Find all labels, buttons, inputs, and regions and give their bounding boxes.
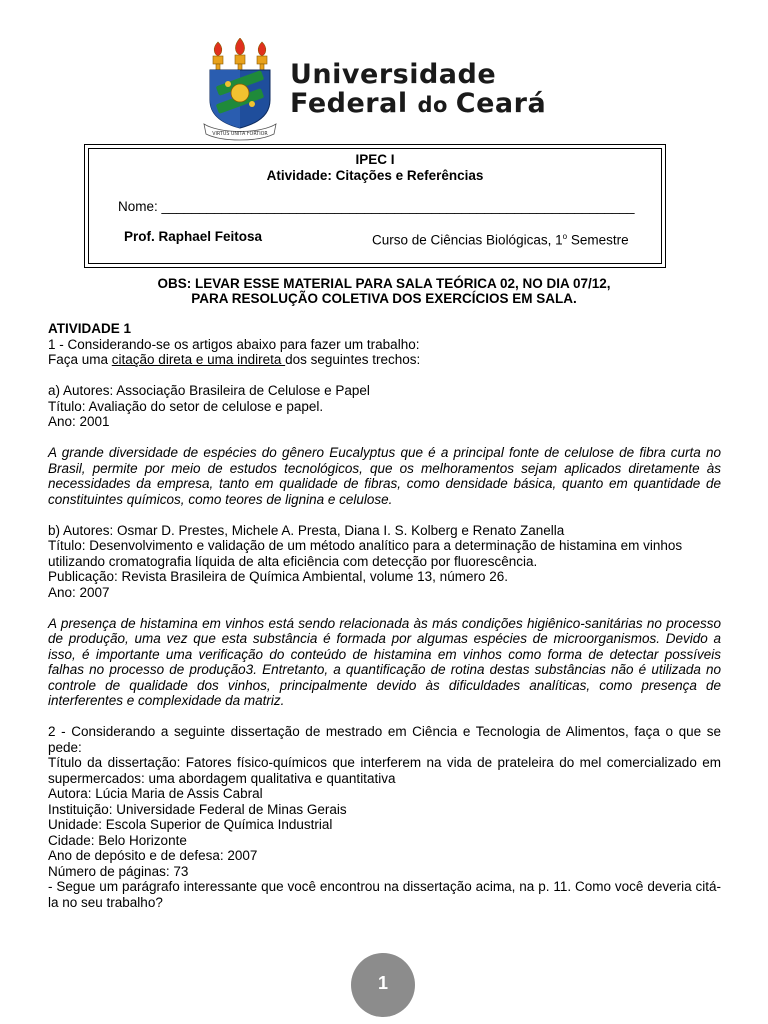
- q1-instruction: [48, 352, 721, 368]
- item-b-publication: Publicação: Revista Brasileira de Química Ambiental, volume 13, número 26.: [48, 569, 508, 584]
- document-body: [48, 321, 721, 910]
- q2-year: Ano de depósito e de defesa: 2007: [48, 848, 258, 863]
- item-a-title: Título: Avaliação do setor de celulose e papel.: [48, 398, 324, 414]
- university-line-2-a: Federal: [290, 88, 418, 119]
- name-field[interactable]: [118, 199, 658, 215]
- q2-author: Autora: Lúcia Maria de Assis Cabral: [48, 786, 263, 801]
- q2-unit: Unidade: Escola Superior de Química Industrial: [48, 817, 333, 832]
- item-a-authors: a) Autores: Associação Brasileira de Celulose e Papel: [48, 383, 370, 398]
- course-info: [372, 229, 629, 248]
- item-b-authors: b) Autores: Osmar D. Prestes, Michele A. Presta, Diana I. S. Kolberg e Renato Zanella: [48, 522, 565, 538]
- q2-title: Título da dissertação: Fatores físico-químicos que interferem na vida de prateleira do mel comercializado em supermercados: uma abordagem qualitativa e quantitativa: [48, 755, 721, 786]
- university-line-1: Universidade: [290, 59, 497, 90]
- course-info-b: Semestre: [567, 232, 629, 248]
- logo-motto: VIRTUS UNITA FORTIOR: [212, 132, 268, 137]
- item-b-quote: A presença de histamina em vinhos está sendo relacionada às más condições higiênico-sanitárias no processo de produção, uma vez que esta substância é formada por algumas espécies de microorganismos. Devido a isso, é importante uma verificação do conteúdo de histamina em vinhos como forma de detectar possíveis falhas no processo de produção3. Entretanto, a quantificação de rotina destas substâncias não é utilizada no controle de qualidade dos vinhos, principalmente devido às dificuldades analíticas, como presença de interferentes e complexidade da matriz.: [48, 615, 721, 708]
- course-info-a: Curso de Ciências Biológicas, 1: [372, 232, 563, 248]
- university-logo: [200, 38, 280, 142]
- professor-name: Prof. Raphael Feitosa: [124, 229, 263, 244]
- item-a-year: Ano: 2001: [48, 414, 110, 429]
- q2-task: - Segue um parágrafo interessante que você encontrou na dissertação acima, na p. 11. Como você deveria citá-la no seu trabalho?: [48, 879, 721, 910]
- q1-instruction-b: dos seguintes trechos:: [285, 352, 421, 367]
- q2-pages: Número de páginas: 73: [48, 863, 189, 879]
- item-b-title: Título: Desenvolvimento e validação de um método analítico para a determinação de histamina em vinhos utilizando cromatografia líquida de alta eficiência com detecção por fluorescência.: [48, 538, 683, 569]
- item-a-quote: A grande diversidade de espécies do gênero Eucalyptus que é a principal fonte de celulose de fibra curta no Brasil, permite por meio de estudos tecnológicos, que os melhoramentos sejam aplicados diretamente às necessidades da empresa, tanto em qualidade de fibras, como densidade básica, quanto em quantidade de constituintes químicos, como teores de lignina e celulose.: [48, 445, 721, 507]
- q1-intro: 1 - Considerando-se os artigos abaixo para fazer um trabalho:: [48, 336, 420, 352]
- course-info-sup: o: [562, 232, 568, 241]
- university-name: [290, 60, 546, 120]
- obs-line-2: PARA RESOLUÇÃO COLETIVA DOS EXERCÍCIOS EM SALA.: [191, 291, 577, 306]
- ufc-coat-of-arms-icon: [200, 38, 280, 142]
- activity-title: Atividade: Citações e Referências: [266, 168, 484, 183]
- q2-institution: Instituição: Universidade Federal de Minas Gerais: [48, 801, 347, 817]
- course-title: IPEC I: [355, 152, 395, 167]
- university-line-2-b: do: [417, 93, 456, 117]
- university-line-2: [290, 89, 546, 120]
- name-blank-line[interactable]: _______________________________________________________________: [161, 199, 635, 214]
- obs-line-1: OBS: LEVAR ESSE MATERIAL PARA SALA TEÓRICA 02, NO DIA 07/12,: [157, 276, 611, 291]
- name-label: Nome:: [118, 199, 158, 214]
- activity-heading: ATIVIDADE 1: [48, 321, 132, 336]
- q2-intro: 2 - Considerando a seguinte dissertação de mestrado em Ciência e Tecnologia de Alimentos, faça o que se pede:: [48, 724, 721, 755]
- q1-instruction-underlined: citação direta e uma indireta: [111, 352, 286, 367]
- item-b-year: Ano: 2007: [48, 584, 110, 600]
- q2-city: Cidade: Belo Horizonte: [48, 832, 187, 848]
- page-number-badge: 1: [351, 953, 415, 1017]
- university-line-2-c: Ceará: [455, 88, 547, 119]
- q1-instruction-a: Faça uma: [48, 352, 112, 367]
